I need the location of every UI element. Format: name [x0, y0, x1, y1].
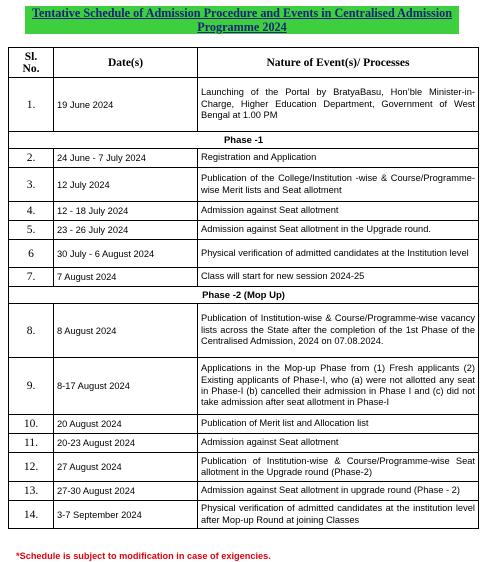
event-description: Class will start for new session 2024-25 — [198, 268, 479, 287]
sl-number: 12. — [9, 453, 54, 482]
event-description: Admission against Seat allotment in the Upgrade round. — [198, 221, 479, 240]
event-description: Admission against Seat allotment — [198, 434, 479, 453]
date-cell: 20 August 2024 — [54, 415, 198, 434]
event-description: Admission against Seat allotment in upgrade round (Phase - 2) — [198, 482, 479, 501]
date-cell: 30 July - 6 August 2024 — [54, 240, 198, 268]
phase-row — [9, 287, 479, 304]
sl-number: 10. — [9, 415, 54, 434]
sl-number: 5. — [9, 221, 54, 240]
phase-row — [9, 132, 479, 149]
event-description: Admission against Seat allotment — [198, 202, 479, 221]
event-description: Publication of Institution-wise & Course/Programme-wise vacancy lists across the State after the completion of the 1st Phase of the Centralised Admission, 2024 on 07.08.2024. — [198, 304, 479, 358]
sl-number: 2. — [9, 149, 54, 168]
table-row — [9, 78, 479, 132]
event-description: Publication of Merit list and Allocation list — [198, 415, 479, 434]
date-cell: 7 August 2024 — [54, 268, 198, 287]
event-description: Physical verification of admitted candidates at the Institution level — [198, 240, 479, 268]
sl-number: 6 — [9, 240, 54, 268]
date-cell: 8-17 August 2024 — [54, 358, 198, 415]
sl-number: 13. — [9, 482, 54, 501]
event-description: Publication of Institution-wise & Course/Programme-wise Seat allotment in the Upgrade round (Phase-2) — [198, 453, 479, 482]
date-cell: 19 June 2024 — [54, 78, 198, 132]
table-row — [9, 358, 479, 415]
phase-label: Phase -1 — [9, 132, 479, 149]
date-cell: 8 August 2024 — [54, 304, 198, 358]
event-description: Launching of the Portal by BratyaBasu, Hon’ble Minister-in-Charge, Higher Education Department, Government of West Bengal at 1.00 PM — [198, 78, 479, 132]
table-row — [9, 415, 479, 434]
phase-label: Phase -2 (Mop Up) — [9, 287, 479, 304]
date-cell: 27 August 2024 — [54, 453, 198, 482]
document-title: Tentative Schedule of Admission Procedure and Events in Centralised Admission Programme 2024 — [25, 6, 459, 34]
table-row — [9, 149, 479, 168]
sl-number: 4. — [9, 202, 54, 221]
title-block — [0, 6, 484, 36]
date-cell: 24 June - 7 July 2024 — [54, 149, 198, 168]
date-cell: 23 - 26 July 2024 — [54, 221, 198, 240]
table-row — [9, 168, 479, 202]
table-row — [9, 434, 479, 453]
header-dates: Date(s) — [54, 48, 198, 78]
event-description: Publication of the College/Institution -wise & Course/Programme-wise Merit lists and Seat allotment — [198, 168, 479, 202]
table-row — [9, 240, 479, 268]
sl-number: 9. — [9, 358, 54, 415]
table-row — [9, 501, 479, 529]
event-description: Applications in the Mop-up Phase from (1) Fresh applicants (2) Existing applicants of Phase-I, who (a) were not allotted any seat in Phase-I (b) cancelled their admission in Phase I and (c) did not take admission after seat allotment in Phase-I — [198, 358, 479, 415]
date-cell: 20-23 August 2024 — [54, 434, 198, 453]
table-row — [9, 221, 479, 240]
table-row — [9, 453, 479, 482]
schedule-table — [8, 47, 479, 529]
event-description: Registration and Application — [198, 149, 479, 168]
table-row — [9, 268, 479, 287]
sl-number: 7. — [9, 268, 54, 287]
sl-number: 1. — [9, 78, 54, 132]
date-cell: 12 July 2024 — [54, 168, 198, 202]
sl-number: 11. — [9, 434, 54, 453]
header-nature-of-events: Nature of Event(s)/ Processes — [198, 48, 479, 78]
header-sl-no: Sl. No. — [9, 48, 54, 78]
event-description: Physical verification of admitted candidates at the institution level after Mop-up Round at joining Classes — [198, 501, 479, 529]
sl-number: 14. — [9, 501, 54, 529]
sl-number: 8. — [9, 304, 54, 358]
date-cell: 12 - 18 July 2024 — [54, 202, 198, 221]
date-cell: 27-30 August 2024 — [54, 482, 198, 501]
table-row — [9, 304, 479, 358]
date-cell: 3-7 September 2024 — [54, 501, 198, 529]
table-row — [9, 202, 479, 221]
table-row — [9, 482, 479, 501]
table-header-row — [9, 48, 479, 78]
sl-number: 3. — [9, 168, 54, 202]
footnote: *Schedule is subject to modification in case of exigencies. — [16, 551, 271, 561]
